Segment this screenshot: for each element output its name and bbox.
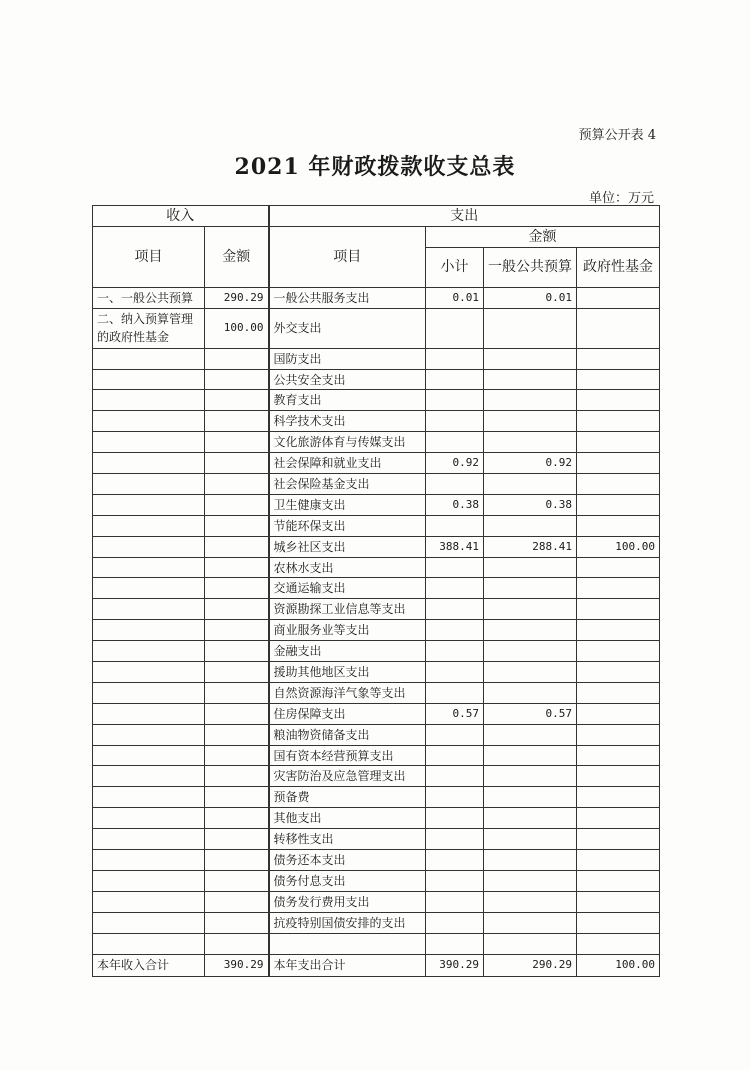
income-amount-cell xyxy=(205,348,269,369)
income-item-cell xyxy=(93,641,205,662)
general-budget-cell xyxy=(484,390,577,411)
general-budget-cell: 0.57 xyxy=(484,703,577,724)
expense-item-cell: 抗疫特别国债安排的支出 xyxy=(269,912,426,933)
general-budget-cell xyxy=(484,432,577,453)
general-budget-cell: 0.01 xyxy=(484,287,577,308)
gov-fund-total: 100.00 xyxy=(577,954,660,976)
table-row xyxy=(93,829,660,850)
gov-fund-cell xyxy=(577,912,660,933)
subtotal-cell xyxy=(426,850,484,871)
expense-total-label: 本年支出合计 xyxy=(269,954,426,976)
gov-fund-cell xyxy=(577,308,660,348)
expense-item-cell: 预备费 xyxy=(269,787,426,808)
income-item-header: 项目 xyxy=(93,226,205,287)
income-amount-header: 金额 xyxy=(205,226,269,287)
income-amount-cell xyxy=(205,578,269,599)
income-amount-cell xyxy=(205,870,269,891)
general-budget-cell xyxy=(484,411,577,432)
gov-fund-cell xyxy=(577,850,660,871)
general-budget-cell xyxy=(484,850,577,871)
expense-item-cell: 自然资源海洋气象等支出 xyxy=(269,682,426,703)
income-item-cell xyxy=(93,682,205,703)
expense-item-cell: 社会保障和就业支出 xyxy=(269,453,426,474)
expense-item-cell: 转移性支出 xyxy=(269,829,426,850)
general-budget-cell xyxy=(484,870,577,891)
income-amount-cell xyxy=(205,891,269,912)
budget-table-body xyxy=(93,287,660,976)
income-item-cell xyxy=(93,348,205,369)
income-item-cell: 二、纳入预算管理的政府性基金 xyxy=(93,308,205,348)
subtotal-cell xyxy=(426,411,484,432)
gov-fund-cell xyxy=(577,620,660,641)
unit-label: 单位：万元 xyxy=(588,191,654,206)
general-budget-cell xyxy=(484,745,577,766)
income-amount-cell: 290.29 xyxy=(205,287,269,308)
gov-fund-cell: 100.00 xyxy=(577,536,660,557)
general-budget-cell xyxy=(484,308,577,348)
subtotal-cell: 0.01 xyxy=(426,287,484,308)
subtotal-cell xyxy=(426,829,484,850)
income-amount-cell xyxy=(205,850,269,871)
expense-item-cell: 一般公共服务支出 xyxy=(269,287,426,308)
general-budget-cell xyxy=(484,599,577,620)
gov-fund-cell xyxy=(577,432,660,453)
expense-item-cell: 国有资本经营预算支出 xyxy=(269,745,426,766)
income-item-cell xyxy=(93,432,205,453)
income-amount-cell xyxy=(205,432,269,453)
income-item-cell xyxy=(93,578,205,599)
income-amount-cell xyxy=(205,745,269,766)
general-budget-cell: 288.41 xyxy=(484,536,577,557)
subtotal-cell xyxy=(426,933,484,954)
income-amount-cell xyxy=(205,662,269,683)
income-total-amount: 390.29 xyxy=(205,954,269,976)
table-row xyxy=(93,891,660,912)
general-budget-cell xyxy=(484,724,577,745)
income-amount-cell xyxy=(205,829,269,850)
subtotal-header: 小计 xyxy=(426,247,484,287)
gov-fund-cell xyxy=(577,453,660,474)
subtotal-cell xyxy=(426,578,484,599)
table-number: 预算公开表 4 xyxy=(578,128,656,143)
income-item-cell xyxy=(93,620,205,641)
expense-item-cell: 粮油物资储备支出 xyxy=(269,724,426,745)
income-amount-cell xyxy=(205,808,269,829)
subtotal-cell xyxy=(426,620,484,641)
income-amount-cell xyxy=(205,557,269,578)
expense-item-cell: 节能环保支出 xyxy=(269,515,426,536)
general-budget-cell xyxy=(484,620,577,641)
general-budget-cell xyxy=(484,787,577,808)
expense-item-cell: 其他支出 xyxy=(269,808,426,829)
expense-item-cell: 卫生健康支出 xyxy=(269,494,426,515)
table-row xyxy=(93,724,660,745)
gov-fund-cell xyxy=(577,787,660,808)
income-item-cell xyxy=(93,912,205,933)
gov-fund-cell xyxy=(577,474,660,495)
general-budget-cell xyxy=(484,829,577,850)
table-row xyxy=(93,641,660,662)
general-budget-cell xyxy=(484,641,577,662)
expense-item-cell: 债务还本支出 xyxy=(269,850,426,871)
gov-fund-cell xyxy=(577,724,660,745)
income-amount-cell xyxy=(205,912,269,933)
gov-fund-cell xyxy=(577,390,660,411)
income-item-cell xyxy=(93,369,205,390)
income-item-cell xyxy=(93,515,205,536)
income-item-cell xyxy=(93,411,205,432)
table-row xyxy=(93,494,660,515)
gov-fund-cell xyxy=(577,578,660,599)
expense-amount-header: 金额 xyxy=(426,226,660,247)
gov-fund-cell xyxy=(577,766,660,787)
income-amount-cell xyxy=(205,390,269,411)
subtotal-cell: 0.92 xyxy=(426,453,484,474)
general-budget-total: 290.29 xyxy=(484,954,577,976)
income-item-cell xyxy=(93,787,205,808)
gov-fund-cell xyxy=(577,703,660,724)
income-amount-cell xyxy=(205,703,269,724)
table-row xyxy=(93,620,660,641)
subtotal-cell xyxy=(426,682,484,703)
general-budget-cell xyxy=(484,578,577,599)
subtotal-cell xyxy=(426,599,484,620)
expense-item-cell: 金融支出 xyxy=(269,641,426,662)
expense-item-cell: 教育支出 xyxy=(269,390,426,411)
expense-item-cell: 援助其他地区支出 xyxy=(269,662,426,683)
gov-fund-cell xyxy=(577,411,660,432)
general-budget-cell xyxy=(484,766,577,787)
subtotal-cell xyxy=(426,348,484,369)
subtotal-cell xyxy=(426,766,484,787)
gov-fund-cell xyxy=(577,287,660,308)
income-item-cell xyxy=(93,891,205,912)
expense-item-cell: 国防支出 xyxy=(269,348,426,369)
gov-fund-cell xyxy=(577,348,660,369)
income-header: 收入 xyxy=(93,206,269,227)
subtotal-cell xyxy=(426,891,484,912)
table-row xyxy=(93,808,660,829)
income-item-cell xyxy=(93,870,205,891)
expense-item-cell: 资源勘探工业信息等支出 xyxy=(269,599,426,620)
table-row xyxy=(93,766,660,787)
table-row xyxy=(93,536,660,557)
subtotal-cell xyxy=(426,641,484,662)
table-row xyxy=(93,369,660,390)
expense-item-cell: 外交支出 xyxy=(269,308,426,348)
expense-item-cell: 住房保障支出 xyxy=(269,703,426,724)
table-row xyxy=(93,348,660,369)
table-row xyxy=(93,432,660,453)
subtotal-cell xyxy=(426,745,484,766)
income-amount-cell xyxy=(205,599,269,620)
subtotal-cell xyxy=(426,369,484,390)
income-item-cell xyxy=(93,390,205,411)
gov-fund-cell xyxy=(577,808,660,829)
table-row xyxy=(93,787,660,808)
income-total-label: 本年收入合计 xyxy=(93,954,205,976)
subtotal-cell xyxy=(426,870,484,891)
general-budget-cell xyxy=(484,369,577,390)
subtotal-cell xyxy=(426,662,484,683)
general-budget-cell xyxy=(484,912,577,933)
gov-fund-cell xyxy=(577,682,660,703)
general-budget-cell xyxy=(484,474,577,495)
general-budget-cell xyxy=(484,348,577,369)
table-row xyxy=(93,870,660,891)
income-item-cell xyxy=(93,703,205,724)
table-row xyxy=(93,557,660,578)
general-budget-cell xyxy=(484,515,577,536)
income-amount-cell xyxy=(205,411,269,432)
gov-fund-cell xyxy=(577,891,660,912)
gov-fund-cell xyxy=(577,829,660,850)
subtotal-cell xyxy=(426,724,484,745)
income-item-cell xyxy=(93,829,205,850)
expense-item-cell: 城乡社区支出 xyxy=(269,536,426,557)
income-amount-cell xyxy=(205,515,269,536)
table-row xyxy=(93,912,660,933)
document-title: 2021 年财政拨款收支总表 xyxy=(234,154,516,180)
subtotal-cell xyxy=(426,787,484,808)
subtotal-cell: 388.41 xyxy=(426,536,484,557)
general-budget-cell: 0.92 xyxy=(484,453,577,474)
income-amount-cell xyxy=(205,787,269,808)
income-item-cell xyxy=(93,536,205,557)
gov-fund-cell xyxy=(577,515,660,536)
income-amount-cell xyxy=(205,933,269,954)
table-row xyxy=(93,599,660,620)
gov-fund-cell xyxy=(577,369,660,390)
table-row xyxy=(93,933,660,954)
gov-fund-cell xyxy=(577,494,660,515)
subtotal-cell xyxy=(426,432,484,453)
subtotal-cell: 0.38 xyxy=(426,494,484,515)
income-amount-cell xyxy=(205,494,269,515)
gov-fund-cell xyxy=(577,641,660,662)
income-amount-cell xyxy=(205,641,269,662)
table-row xyxy=(93,308,660,348)
expense-item-cell: 债务付息支出 xyxy=(269,870,426,891)
subtotal-cell: 0.57 xyxy=(426,703,484,724)
gov-fund-cell xyxy=(577,745,660,766)
subtotal-cell xyxy=(426,308,484,348)
table-row xyxy=(93,578,660,599)
general-budget-cell xyxy=(484,682,577,703)
income-item-cell xyxy=(93,557,205,578)
table-row xyxy=(93,662,660,683)
income-item-cell xyxy=(93,850,205,871)
income-amount-cell xyxy=(205,369,269,390)
income-amount-cell xyxy=(205,536,269,557)
general-budget-cell xyxy=(484,933,577,954)
table-row xyxy=(93,745,660,766)
expense-item-cell: 债务发行费用支出 xyxy=(269,891,426,912)
subtotal-cell xyxy=(426,390,484,411)
expense-item-cell: 交通运输支出 xyxy=(269,578,426,599)
expense-item-header: 项目 xyxy=(269,226,426,287)
gov-fund-cell xyxy=(577,870,660,891)
table-row xyxy=(93,515,660,536)
subtotal-cell xyxy=(426,912,484,933)
general-budget-header: 一般公共预算 xyxy=(484,247,577,287)
gov-fund-cell xyxy=(577,599,660,620)
subtotal-cell xyxy=(426,808,484,829)
table-row xyxy=(93,453,660,474)
gov-fund-cell xyxy=(577,933,660,954)
budget-table xyxy=(92,205,660,977)
income-item-cell: 一、一般公共预算 xyxy=(93,287,205,308)
general-budget-cell xyxy=(484,557,577,578)
income-amount-cell xyxy=(205,682,269,703)
income-item-cell xyxy=(93,724,205,745)
expense-item-cell: 科学技术支出 xyxy=(269,411,426,432)
income-amount-cell xyxy=(205,474,269,495)
table-row xyxy=(93,390,660,411)
general-budget-cell xyxy=(484,891,577,912)
income-amount-cell xyxy=(205,620,269,641)
income-item-cell xyxy=(93,474,205,495)
income-amount-cell xyxy=(205,724,269,745)
gov-fund-cell xyxy=(577,662,660,683)
income-amount-cell xyxy=(205,766,269,787)
income-item-cell xyxy=(93,662,205,683)
subtotal-total: 390.29 xyxy=(426,954,484,976)
subtotal-cell xyxy=(426,515,484,536)
table-row xyxy=(93,287,660,308)
gov-fund-cell xyxy=(577,557,660,578)
general-budget-cell xyxy=(484,662,577,683)
expense-item-cell: 社会保险基金支出 xyxy=(269,474,426,495)
expense-item-cell: 灾害防治及应急管理支出 xyxy=(269,766,426,787)
expense-item-cell: 文化旅游体育与传媒支出 xyxy=(269,432,426,453)
expense-item-cell: 公共安全支出 xyxy=(269,369,426,390)
expense-item-cell: 商业服务业等支出 xyxy=(269,620,426,641)
income-item-cell xyxy=(93,453,205,474)
income-item-cell xyxy=(93,494,205,515)
income-item-cell xyxy=(93,933,205,954)
expense-header: 支出 xyxy=(269,206,660,227)
table-row xyxy=(93,850,660,871)
expense-item-cell: 农林水支出 xyxy=(269,557,426,578)
table-row xyxy=(93,682,660,703)
totals-row xyxy=(93,954,660,976)
expense-item-cell xyxy=(269,933,426,954)
income-item-cell xyxy=(93,766,205,787)
general-budget-cell xyxy=(484,808,577,829)
income-item-cell xyxy=(93,599,205,620)
table-row xyxy=(93,703,660,724)
income-amount-cell xyxy=(205,453,269,474)
income-item-cell xyxy=(93,745,205,766)
subtotal-cell xyxy=(426,557,484,578)
gov-fund-header: 政府性基金 xyxy=(577,247,660,287)
income-amount-cell: 100.00 xyxy=(205,308,269,348)
income-item-cell xyxy=(93,808,205,829)
general-budget-cell: 0.38 xyxy=(484,494,577,515)
table-row xyxy=(93,411,660,432)
subtotal-cell xyxy=(426,474,484,495)
table-row xyxy=(93,474,660,495)
